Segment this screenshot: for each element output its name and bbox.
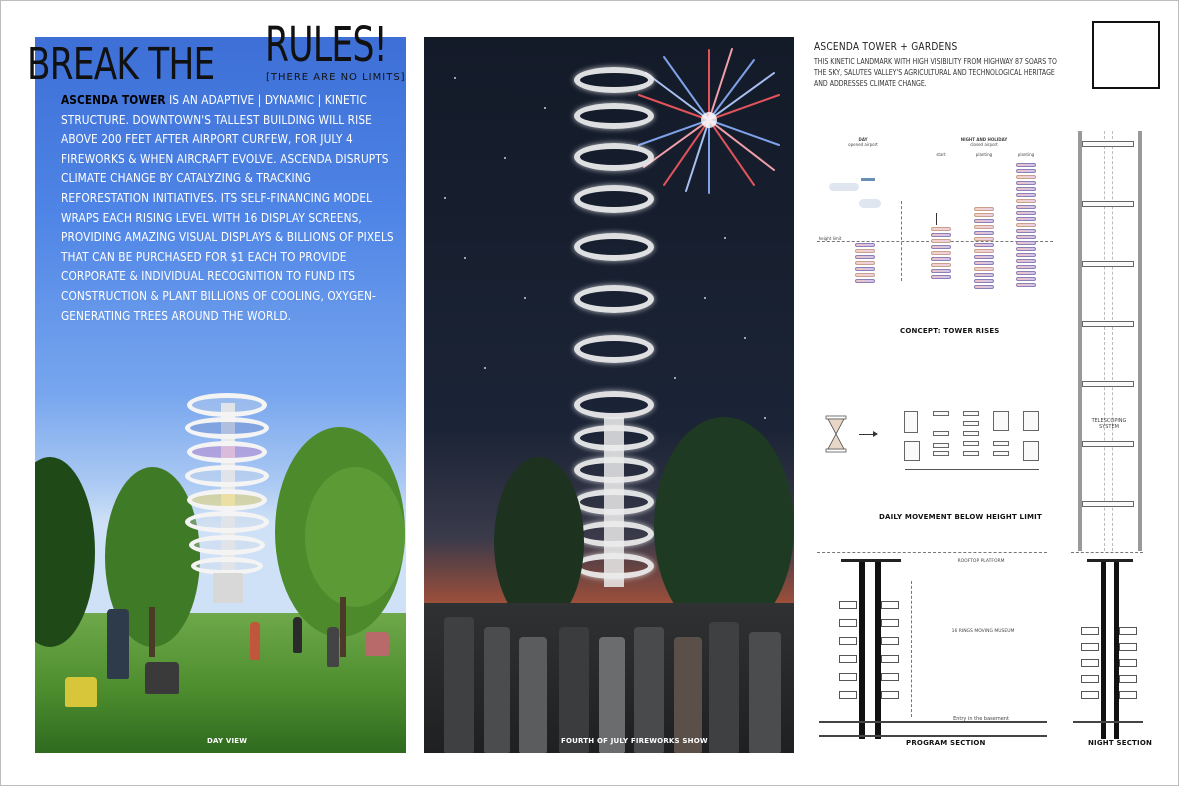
headline-rules: RULES! (265, 17, 387, 73)
concept-night-sub: closed airport (970, 142, 998, 147)
caption-night-view: FOURTH OF JULY FIREWORKS SHOW (561, 737, 708, 745)
concept-height-limit: height limit (818, 236, 842, 241)
program-rooftop-label: ROOFTOP PLATFORM (957, 559, 1005, 564)
concept-day-sub: opened airport (848, 142, 878, 147)
concept-stack-mid (974, 207, 994, 291)
intro-paragraph (61, 91, 396, 326)
ascenda-tower-day (183, 393, 273, 603)
tree-trunk-right (340, 597, 346, 657)
person-walking-3 (327, 627, 339, 667)
person-sitting (65, 677, 97, 707)
daily-movement-caption: DAILY MOVEMENT BELOW HEIGHT LIMIT (879, 513, 1042, 521)
person-standing (107, 609, 129, 679)
drawings-panel (801, 31, 1171, 761)
firework-burst (634, 45, 784, 195)
person-walking (250, 622, 260, 660)
tree-trunk (149, 607, 155, 657)
tree-night-left (494, 457, 584, 627)
program-section-caption: PROGRAM SECTION (906, 739, 986, 747)
person-crouching (145, 662, 179, 694)
tower-name: ASCENDA TOWER (61, 93, 166, 107)
headline-break-the: BREAK THE (27, 39, 215, 90)
project-description: THIS KINETIC LANDMARK WITH HIGH VISIBILITY FROM HIGHWAY 87 SOARS TO THE SKY, SALUTES VALLEY'S AGRICULTURAL AND TECHNOLOGICAL HERITAGE AND ADDRESSES CLIMATE CHANGE. (814, 57, 1057, 88)
concept-night-label: NIGHT AND HOLIDAY (960, 137, 1008, 142)
concept-stack-full (1016, 163, 1036, 289)
night-view-panel (424, 37, 794, 753)
concept-day-label: DAY (858, 137, 868, 142)
intro-body: IS AN ADAPTIVE | DYNAMIC | KINETIC STRUCTURE. DOWNTOWN'S TALLEST BUILDING WILL RISE ABOVE 200 FEET AFTER AIRPORT CURFEW, FOR JULY 4 FIREWORKS & WHEN AIRCRAFT EVOLVE. ASCENDA DISRUPTS CLIMATE CHANGE BY CATALYZING & TRACKING REFORESTATION INITIATIVES. ITS SELF-FINANCING MODEL WRAPS EACH RISING LEVEL WITH 16 DISPLAY SCREENS, PROVIDING AMAZING VISUAL DISPLAYS & BILLIONS OF PIXELS THAT CAN BE PURCHASED FOR $1 EACH TO PROVIDE CORPORATE & INDIVIDUAL RECOGNITION TO FUND ITS CONSTRUCTION & PLANT BILLIONS OF COOLING, OXYGEN-GENERATING TREES AROUND THE WORLD. (61, 93, 394, 323)
concept-stage-2: planting (975, 152, 993, 157)
concept-stage-3: planting (1017, 152, 1035, 157)
program-museum-label: 16 RINGS MOVING MUSEUM (951, 629, 1015, 634)
caption-day-view: DAY VIEW (207, 737, 248, 745)
headline-subtitle: [THERE ARE NO LIMITS] (266, 72, 406, 83)
concept-stack-start (931, 227, 951, 281)
night-section-caption: NIGHT SECTION (1088, 739, 1153, 747)
blank-box (1092, 21, 1160, 89)
concept-caption: CONCEPT: TOWER RISES (900, 327, 1000, 335)
concept-stack-day (855, 243, 875, 285)
tree-right-highlight (305, 467, 405, 607)
concept-stage-1: start (936, 152, 946, 157)
person-walking-2 (293, 617, 302, 653)
people-group (365, 632, 389, 656)
project-title: ASCENDA TOWER + GARDENS (814, 40, 958, 53)
program-entry-label: Entry in the basement (953, 716, 1009, 722)
telescoping-label: TELESCOPING SYSTEM (1091, 418, 1127, 430)
